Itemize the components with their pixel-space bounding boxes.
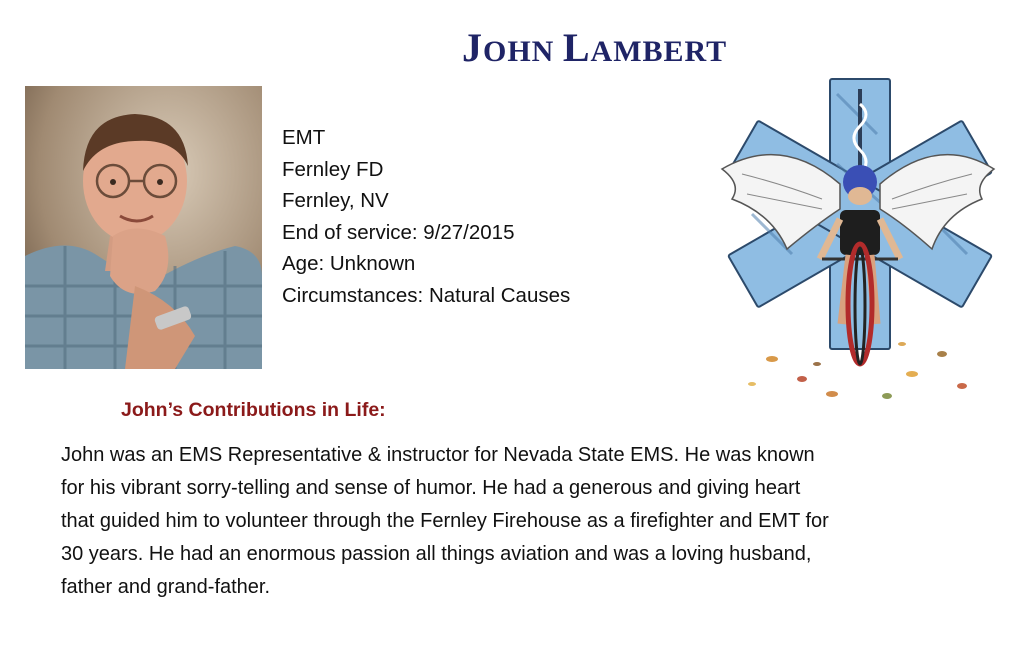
- detail-department: Fernley FD: [282, 157, 384, 181]
- star-of-life-angel-cyclist-icon: [712, 74, 998, 414]
- detail-end-of-service: End of service: 9/27/2015: [282, 220, 515, 244]
- detail-role: EMT: [282, 126, 326, 149]
- title-initial-2: L: [562, 25, 591, 70]
- title-rest-2: AMBERT: [590, 35, 728, 68]
- title-rest-1: OHN: [483, 35, 555, 68]
- contributions-heading: John’s Contributions in Life:: [121, 399, 386, 421]
- contributions-line: father and grand-father.: [61, 576, 271, 598]
- contributions-line: John was an EMS Representative & instructor for Nevada State EMS. He was known: [61, 444, 815, 466]
- detail-location: Fernley, NV: [282, 189, 389, 212]
- detail-age: Age: Unknown: [282, 252, 416, 275]
- details-list: [282, 122, 570, 311]
- title-initial-1: J: [462, 25, 483, 70]
- portrait-photo: [25, 86, 262, 369]
- contributions-paragraph: [61, 439, 829, 604]
- contributions-line: that guided him to volunteer through the Fernley Firehouse as a firefighter and EMT for: [61, 510, 829, 532]
- contributions-line: for his vibrant sorry-telling and sense of humor. He had a generous and giving heart: [61, 477, 801, 499]
- page-title: [462, 26, 727, 74]
- contributions-line: 30 years. He had an enormous passion all things aviation and was a loving husband,: [61, 543, 812, 565]
- detail-circumstances: Circumstances: Natural Causes: [282, 283, 571, 307]
